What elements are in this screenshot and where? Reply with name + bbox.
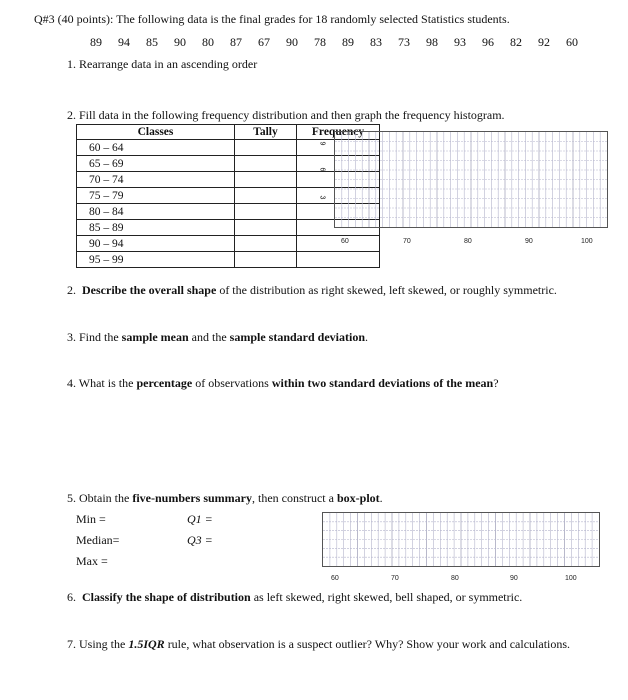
class-cell: 60 – 64 — [77, 140, 235, 156]
question-text: 7. Using the — [67, 637, 129, 651]
histogram-y-tick: 6 — [318, 167, 326, 172]
question-text: . — [365, 330, 369, 344]
histogram-x-tick: 60 — [341, 238, 349, 245]
question-bold-text: percentage — [136, 376, 193, 390]
question-5 — [67, 491, 383, 505]
data-value: 83 — [370, 35, 382, 49]
histogram-grid[interactable] — [334, 131, 608, 228]
question-text: . — [379, 491, 383, 505]
question-bold-text: Classify the shape of distribution — [82, 590, 251, 604]
data-value: 90 — [174, 35, 186, 49]
class-cell: 65 – 69 — [77, 156, 235, 172]
question-bold-text: 1.5IQR — [128, 637, 165, 651]
question-text: , then construct a — [251, 491, 337, 505]
data-value: 73 — [398, 35, 410, 49]
histogram-x-tick: 70 — [403, 238, 411, 245]
question-number: 6. — [67, 590, 76, 604]
min-label: Min = — [76, 512, 106, 526]
data-value: 82 — [510, 35, 522, 49]
tally-cell[interactable] — [235, 204, 297, 220]
question-text: rule, what observation is a suspect outlier? Why? Show your work and calculations. — [164, 637, 571, 651]
question-bold-text: within two standard deviations of the mean — [271, 376, 494, 390]
data-value: 78 — [314, 35, 326, 49]
question-1: 1. Rearrange data in an ascending order — [67, 57, 258, 71]
class-cell: 95 – 99 — [77, 252, 235, 268]
question-7 — [67, 637, 570, 651]
data-value: 85 — [146, 35, 158, 49]
frequency-cell[interactable] — [297, 252, 380, 268]
question-header: Q#3 (40 points): The following data is the final grades for 18 randomly selected Statistics students. — [34, 12, 510, 26]
tally-cell[interactable] — [235, 252, 297, 268]
question-bold-text: sample mean — [121, 330, 189, 344]
header-frequency: Frequency — [297, 125, 380, 140]
question-text: 4. What is the — [67, 376, 137, 390]
histogram-x-tick: 90 — [525, 238, 533, 245]
histogram-y-tick: 9 — [318, 141, 326, 146]
data-value: 94 — [118, 35, 130, 49]
histogram-x-tick: 100 — [581, 238, 593, 245]
data-value: 67 — [258, 35, 270, 49]
tally-cell[interactable] — [235, 156, 297, 172]
q3-label: Q3 = — [187, 533, 213, 547]
class-cell: 75 – 79 — [77, 188, 235, 204]
median-label: Median= — [76, 533, 120, 547]
data-value: 96 — [482, 35, 494, 49]
q1-label: Q1 = — [187, 512, 213, 526]
table-row — [77, 236, 380, 252]
grid-lines — [335, 132, 607, 227]
tally-cell[interactable] — [235, 172, 297, 188]
data-values-row — [90, 35, 591, 49]
question-bold-text: sample standard deviation — [229, 330, 366, 344]
histogram-x-tick: 80 — [464, 238, 472, 245]
tally-cell[interactable] — [235, 188, 297, 204]
question-3 — [67, 330, 368, 344]
boxplot-x-tick: 100 — [565, 575, 577, 582]
frequency-cell[interactable] — [297, 236, 380, 252]
header-tally: Tally — [235, 125, 297, 140]
question-bold-text: box-plot — [336, 491, 380, 505]
class-cell: 85 – 89 — [77, 220, 235, 236]
tally-cell[interactable] — [235, 236, 297, 252]
data-value: 89 — [90, 35, 102, 49]
data-value: 98 — [426, 35, 438, 49]
question-text: of observations — [192, 376, 272, 390]
data-value: 90 — [286, 35, 298, 49]
question-text: ? — [493, 376, 499, 390]
question-text: 5. Obtain the — [67, 491, 133, 505]
question-bold-text: five-numbers summary — [132, 491, 252, 505]
boxplot-grid[interactable] — [322, 512, 600, 567]
boxplot-x-tick: 70 — [391, 575, 399, 582]
question-2b — [67, 283, 557, 297]
boxplot-x-tick: 90 — [510, 575, 518, 582]
boxplot-x-tick: 80 — [451, 575, 459, 582]
question-6 — [67, 590, 522, 604]
question-number: 2. — [67, 283, 76, 297]
question-text: as left skewed, right skewed, bell shaped, or symmetric. — [250, 590, 523, 604]
question-text: of the distribution as right skewed, left skewed, or roughly symmetric. — [216, 283, 557, 297]
class-cell: 80 – 84 — [77, 204, 235, 220]
question-text: 3. Find the — [67, 330, 122, 344]
class-cell: 90 – 94 — [77, 236, 235, 252]
table-row — [77, 252, 380, 268]
question-2: 2. Fill data in the following frequency distribution and then graph the frequency histogram. — [67, 108, 505, 122]
data-value: 80 — [202, 35, 214, 49]
data-value: 93 — [454, 35, 466, 49]
data-value: 92 — [538, 35, 550, 49]
boxplot-x-tick: 60 — [331, 575, 339, 582]
data-value: 87 — [230, 35, 242, 49]
data-value: 89 — [342, 35, 354, 49]
grid-lines — [323, 513, 599, 566]
max-label: Max = — [76, 554, 108, 568]
class-cell: 70 – 74 — [77, 172, 235, 188]
header-classes: Classes — [77, 125, 235, 140]
question-text: and the — [188, 330, 230, 344]
tally-cell[interactable] — [235, 140, 297, 156]
data-value: 60 — [566, 35, 578, 49]
histogram-y-tick: 3 — [318, 195, 326, 200]
tally-cell[interactable] — [235, 220, 297, 236]
question-4 — [67, 376, 499, 390]
question-bold-text: Describe the overall shape — [82, 283, 217, 297]
